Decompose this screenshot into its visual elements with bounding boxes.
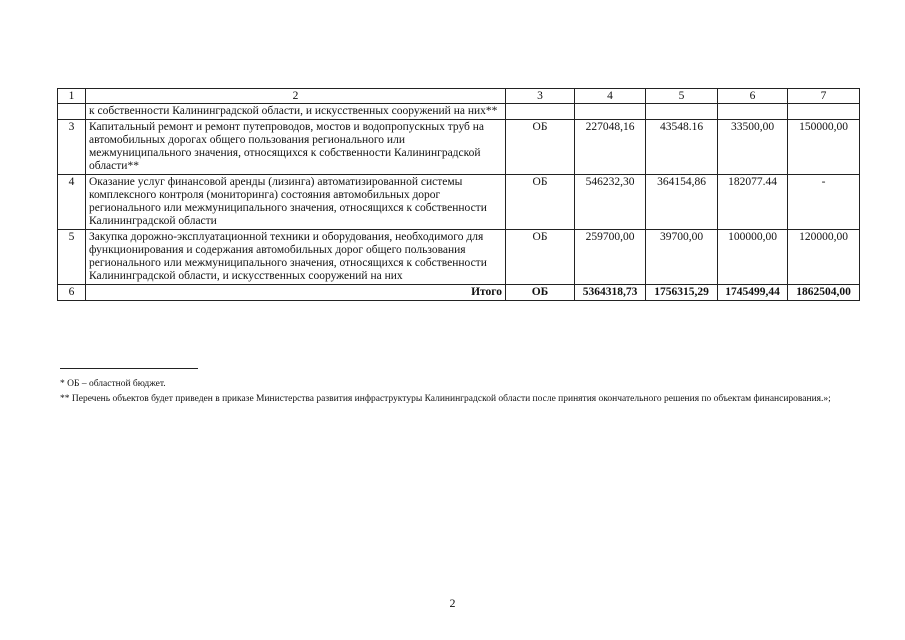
footnote-objects-list: ** Перечень объектов будет приведен в приказе Министерства развития инфраструктуры Калининградской области после принятия окончательного решения по объектам финансирования.»; [60, 394, 831, 404]
column-header: 6 [718, 89, 788, 104]
column-header: 5 [646, 89, 718, 104]
row-source [506, 104, 575, 120]
row-source: ОБ [506, 120, 575, 175]
column-header: 4 [575, 89, 646, 104]
row-value: 100000,00 [718, 230, 788, 285]
footnote-budget: * ОБ – областной бюджет. [60, 379, 166, 389]
row-value: 120000,00 [788, 230, 860, 285]
row-description: к собственности Калининградской области, и искусственных сооружений на них** [86, 104, 506, 120]
total-row [58, 285, 860, 301]
total-value: 1745499,44 [718, 285, 788, 301]
row-number: 5 [58, 230, 86, 285]
total-value: 1756315,29 [646, 285, 718, 301]
row-source: ОБ [506, 175, 575, 230]
row-number [58, 104, 86, 120]
column-number-row [58, 89, 860, 104]
column-header: 7 [788, 89, 860, 104]
row-description: Оказание услуг финансовой аренды (лизинга) автоматизированной системы комплексного контроля (мониторинга) состояния автомобильных дорог регионального или межмуниципального значения, относящихся к собственности Калининградской области [86, 175, 506, 230]
table-row [58, 120, 860, 175]
total-row-number: 6 [58, 285, 86, 301]
row-value: 182077.44 [718, 175, 788, 230]
total-label: Итого [86, 285, 506, 301]
total-source: ОБ [506, 285, 575, 301]
row-value: 39700,00 [646, 230, 718, 285]
table-row [58, 230, 860, 285]
row-number: 3 [58, 120, 86, 175]
row-number: 4 [58, 175, 86, 230]
row-description: Капитальный ремонт и ремонт путепроводов, мостов и водопропускных труб на автомобильных дорогах общего пользования регионального или межмуниципального значения, относящихся к собственности Калининградской области** [86, 120, 506, 175]
row-value: 33500,00 [718, 120, 788, 175]
row-description: Закупка дорожно-эксплуатационной техники и оборудования, необходимого для функционирования и содержания автомобильных дорог общего пользования регионального или межмуниципального значения, относящихся к собственности Калининградской области, и искусственных сооружений на них [86, 230, 506, 285]
budget-table [57, 88, 860, 301]
row-value [575, 104, 646, 120]
row-value [646, 104, 718, 120]
row-value: 227048,16 [575, 120, 646, 175]
column-header: 1 [58, 89, 86, 104]
column-header: 2 [86, 89, 506, 104]
row-value: 150000,00 [788, 120, 860, 175]
row-value: 43548.16 [646, 120, 718, 175]
total-value: 5364318,73 [575, 285, 646, 301]
row-value: 546232,30 [575, 175, 646, 230]
row-value: - [788, 175, 860, 230]
row-value [718, 104, 788, 120]
row-value: 259700,00 [575, 230, 646, 285]
page-number: 2 [449, 596, 456, 610]
row-value: 364154,86 [646, 175, 718, 230]
table-row [58, 175, 860, 230]
column-header: 3 [506, 89, 575, 104]
total-value: 1862504,00 [788, 285, 860, 301]
row-source: ОБ [506, 230, 575, 285]
footnote-divider [60, 368, 198, 369]
table-row [58, 104, 860, 120]
row-value [788, 104, 860, 120]
